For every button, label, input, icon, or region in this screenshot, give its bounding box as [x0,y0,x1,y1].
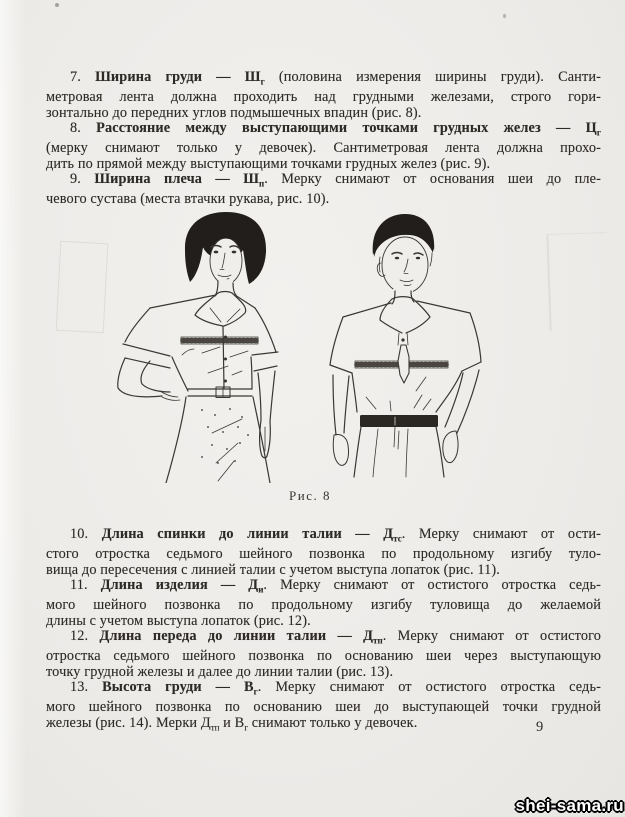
measurement-term: Длина изделия — Д [100,577,259,594]
paragraph [46,578,601,629]
body-text: зонтально до передних углов подмышечных впадин (рис. 8). [46,104,422,121]
body-text: чевого сустава (места втачки рукава, рис. 10). [46,191,330,208]
text-line [46,680,601,700]
measurement-term: Ширина груди — Ш [95,69,261,85]
scan-speck [503,14,506,18]
measurement-term: г [253,686,258,697]
text-line [46,90,601,106]
text-line [46,172,601,192]
text-line [46,563,601,579]
scan-bleed-through [546,232,609,331]
measurement-term: Длина переда до линии талии — Д [99,628,374,645]
body-text: . Мерку снимают от остистого отростка седь- [263,577,601,594]
body-text: дить по прямой между выступающими точками грудных желез (рис. 9). [46,155,491,172]
body-text: длины с учетом выступа лопаток (рис. 12). [46,612,311,629]
text-line [46,716,601,736]
measurement-term: п [259,178,265,189]
body-text: (мерку снимают только у девочек). Сантиметровая лента должна прохо- [46,140,601,157]
measurement-term: г [260,76,265,87]
text-line [46,141,601,157]
measurement-term: г [596,127,601,138]
watermark: shei-sama.ru [515,796,624,815]
text-line [46,547,601,563]
text-line [46,157,601,173]
body-text: 12. [70,628,100,645]
body-text: вища до пересечения с линией талии с учетом выступа лопаток (рис. 11). [46,561,500,578]
body-text: 9. [70,171,95,188]
body-text: 11. [70,577,101,594]
body-text: . Мерку снимают от остистого [382,628,601,645]
text-line [46,121,601,141]
body-text: . Мерку снимают от основания шеи до пле- [264,171,601,188]
body-text: 13. [70,679,103,696]
measurement-term: Длина спинки до линии талии — Д [101,526,394,542]
measurement-term: Высота груди — В [102,679,254,696]
boy-figure [330,214,481,477]
body-text: . Мерку снимают от остистого отростка седь- [257,679,601,696]
body-text: 8. [70,120,97,137]
text-line [46,527,601,547]
figure-caption: Рис. 8 [289,488,331,503]
text-line [46,649,601,665]
body-text: снимают только у девочек. [248,715,418,732]
figure-8-illustration [90,205,535,483]
body-text: тп [210,722,220,733]
body-text: метровая лента должна проходить над грудными железами, строго гори- [46,89,601,106]
text-line [46,614,601,630]
paragraph [46,680,601,736]
body-text: и В [219,715,245,732]
body-text: точку грудной железы и далее до линии талии (рис. 13). [46,663,394,680]
body-text: железы (рис. 14). Мерки Д [46,715,211,732]
text-line [46,700,601,716]
text-block-top [46,70,601,208]
text-line [46,629,601,649]
measurement-term: Ширина плеча — Ш [94,171,260,188]
measurement-term: и [258,584,264,595]
text-line [46,598,601,614]
paragraph [46,629,601,680]
page-number: 9 [536,719,544,735]
paragraph [46,172,601,208]
body-text: г [244,722,249,733]
body-text: мого шейного позвонка по продольному изгибу туловища до желаемой [46,597,601,614]
paragraph [46,527,601,578]
measurement-term: тс [393,533,402,544]
measurement-term: тп [373,635,383,646]
text-line [46,70,601,90]
body-text: отростка седьмого шейного позвонка по основанию шеи через выступающую [46,648,601,665]
paragraph [46,70,601,121]
body-text: . Мерку снимают от ости- [401,526,601,542]
text-block-bottom [46,527,601,736]
body-text: 10. [70,526,102,542]
body-text: мого шейного позвонка по основанию шеи до выступающей точки грудной [46,699,601,716]
paragraph [46,121,601,172]
text-line [46,578,601,598]
body-text: (половина измерения ширины груди). Санти- [264,69,601,85]
text-line [46,106,601,122]
measurement-term: Расстояние между выступающими точками грудных желез — Ц [96,120,597,137]
text-line [46,665,601,681]
girl-figure [118,212,278,483]
body-text: стого отростка седьмого шейного позвонка по продольному изгибу туло- [46,546,601,563]
scan-speck [55,3,59,7]
body-text: 7. [70,69,96,85]
